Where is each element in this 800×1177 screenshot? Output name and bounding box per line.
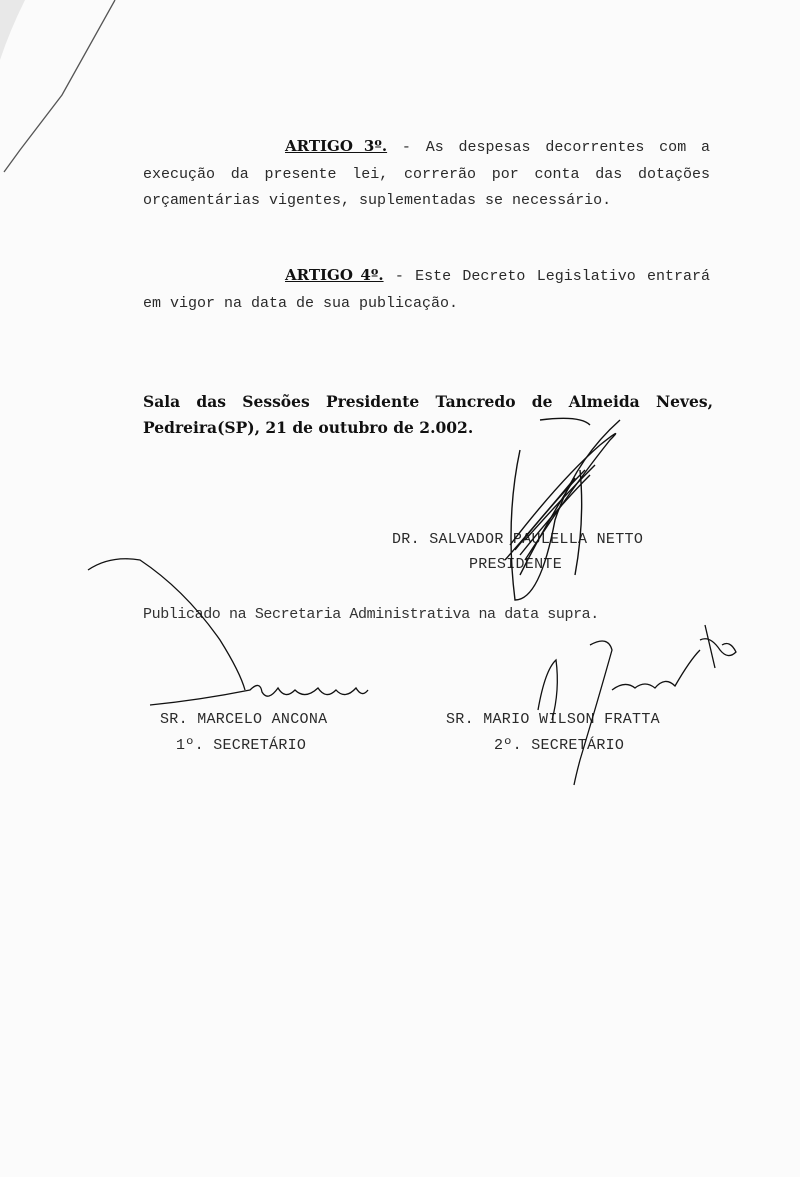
article-3-text: - As despesas decorrentes com a execução da presente lei, correrão por conta das dotações orçamentárias vigentes, suplementadas se necessário. [143, 139, 711, 209]
president-name: DR. SALVADOR PAULELLA NETTO [392, 531, 644, 548]
secretary-2-signature [538, 625, 736, 785]
session-hall-statement: Sala das Sessões Presidente Tancredo de Almeida Neves, Pedreira(SP), 21 de outubro de 2.002. [143, 392, 713, 437]
secretary-2-name: SR. MARIO WILSON FRATTA [446, 711, 660, 728]
president-title: PRESIDENTE [469, 556, 563, 573]
article-3-paragraph [143, 133, 710, 215]
article-3-label: ARTIGO 3º. [285, 137, 388, 155]
article-4-label: ARTIGO 4º. [285, 266, 384, 284]
article-4-paragraph [143, 262, 710, 317]
secretary-1-signature [88, 559, 368, 705]
article-4-text: - Este Decreto Legislativo entrará em vigor na data de sua publicação. [143, 268, 710, 312]
publication-note: Publicado na Secretaria Administrativa na data supra. [143, 606, 599, 623]
secretary-1-title: 1º. SECRETÁRIO [176, 737, 307, 754]
secretary-1-name: SR. MARCELO ANCONA [160, 711, 328, 728]
secretary-2-title: 2º. SECRETÁRIO [494, 737, 625, 754]
paper-fold-mark [0, 0, 130, 180]
